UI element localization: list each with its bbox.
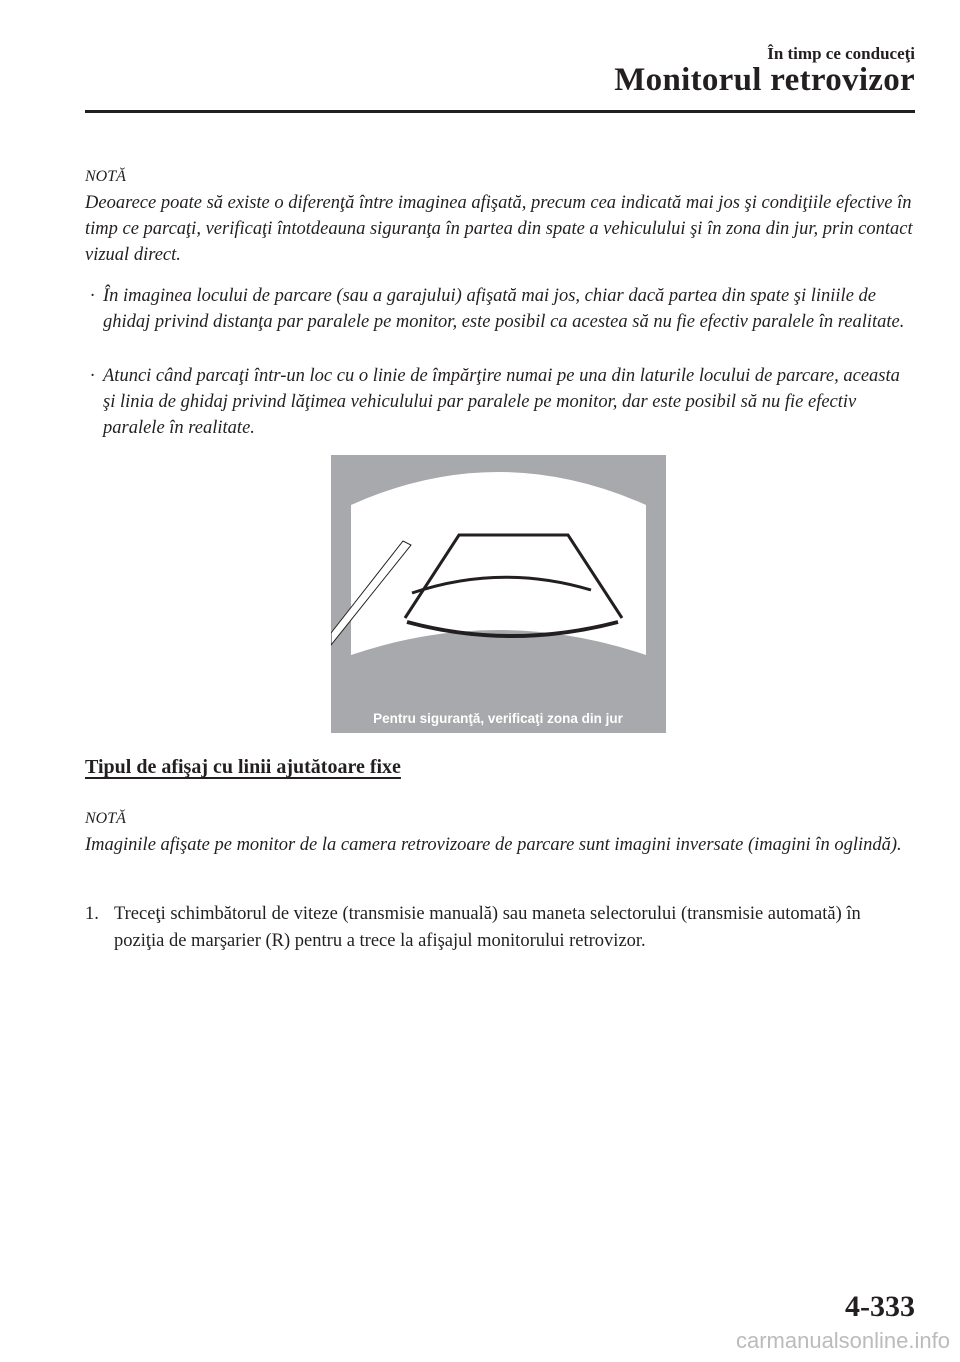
note-label: NOTĂ xyxy=(85,168,126,185)
step-text: Treceţi schimbătorul de viteze (transmisie manuală) sau maneta selectorului (transmisie automată) în poziţia de marşarier (R) pentru a trece la afişajul monitorului retrovizor. xyxy=(114,904,861,951)
header-rule xyxy=(85,110,915,113)
bullet-marker: · xyxy=(90,286,95,306)
note-paragraph: Deoarece poate să existe o diferenţă între imaginea afişată, precum cea indicată mai jos şi condiţiile efective în timp ce parcaţi, verificaţi întotdeauna siguranţa în partea din spate a vehiculului şi în zona din jur, prin contact vizual direct. xyxy=(85,193,913,265)
bullet-text: Atunci când parcaţi într-un loc cu o linie de împărţire numai pe una din laturile locului de parcare, aceasta şi linia de ghidaj privind lăţimea vehiculului par paralele pe monitor, dar este posibil să nu fie efectiv paralele în realitate. xyxy=(103,366,900,438)
rear-camera-screen-figure xyxy=(331,455,666,733)
note-label: NOTĂ xyxy=(85,810,126,827)
bullet-marker: · xyxy=(90,366,95,386)
watermark: carmanualsonline.info xyxy=(735,1328,950,1353)
bullet-text: În imaginea locului de parcare (sau a garajului) afişată mai jos, chiar dacă partea din spate şi liniile de ghidaj privind distanţa par paralele pe monitor, este posibil ca acestea să nu fie efectiv paralele în realitate. xyxy=(103,286,905,332)
chapter-header: În timp ce conduceţi xyxy=(767,44,915,63)
note-paragraph: Imaginile afişate pe monitor de la camera retrovizoare de parcare sunt imagini inversate (imagini în oglindă). xyxy=(85,835,902,855)
bullet-item xyxy=(85,283,915,335)
page-number: 4-333 xyxy=(845,1290,915,1323)
page-title: Monitorul retrovizor xyxy=(614,62,915,98)
rear-camera-screen-illustration xyxy=(331,455,666,733)
section-heading: Tipul de afişaj cu linii ajutătoare fixe xyxy=(85,756,401,778)
step-item xyxy=(85,901,915,955)
bullet-item xyxy=(85,363,915,441)
step-number: 1. xyxy=(85,904,99,924)
figure-caption: Pentru siguranţă, verificaţi zona din jur xyxy=(373,711,623,726)
